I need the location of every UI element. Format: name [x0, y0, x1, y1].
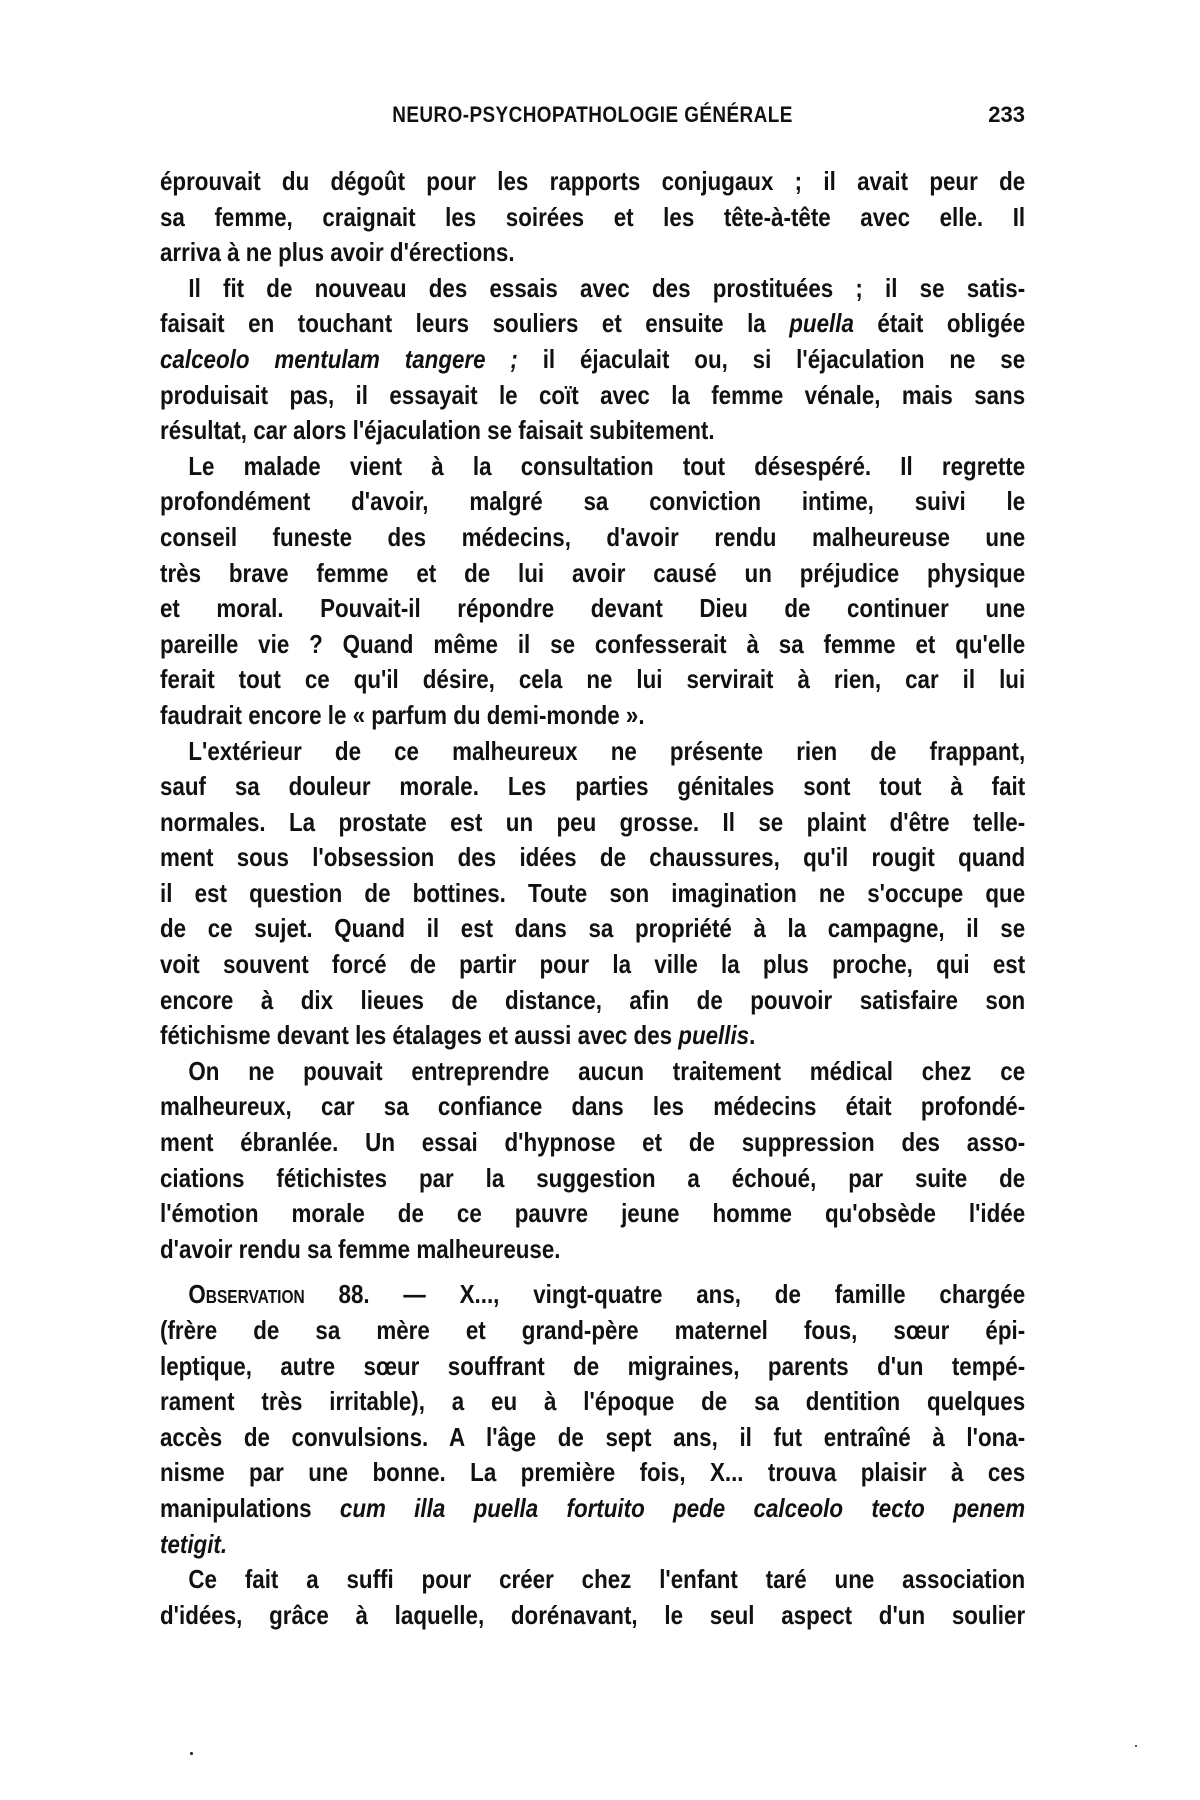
scan-speck	[1135, 1745, 1137, 1747]
text-line	[160, 662, 1025, 698]
text-segment: profondément d'avoir, malgré sa conviction intime, suivi le	[160, 486, 1026, 517]
text-segment: accès de convulsions. A l'âge de sept ans, il fut entraîné à l'ona-	[160, 1421, 1026, 1452]
text-line	[160, 947, 1025, 983]
text-segment: il éjaculait ou, si l'éjaculation ne se	[517, 343, 1026, 374]
italic-text: puella	[789, 308, 854, 339]
text-line	[160, 1384, 1025, 1420]
text-segment: malheureux, car sa confiance dans les médecins était profondé-	[160, 1091, 1026, 1122]
text-segment: était obligée	[853, 308, 1026, 339]
text-segment: leptique, autre sœur souffrant de migraines, parents d'un tempé-	[160, 1350, 1026, 1381]
text-line	[160, 840, 1025, 876]
text-line	[160, 235, 1025, 271]
italic-text: tetigit.	[160, 1528, 228, 1559]
text-line	[160, 1455, 1025, 1491]
text-line	[160, 1420, 1025, 1456]
text-segment: arriva à ne plus avoir d'érections.	[160, 237, 515, 268]
text-line	[160, 1277, 1025, 1313]
running-title: NEURO-PSYCHOPATHOLOGIE GÉNÉRALE	[392, 102, 793, 127]
text-line	[160, 1089, 1025, 1125]
text-segment: résultat, car alors l'éjaculation se faisait subitement.	[160, 415, 715, 446]
text-segment: et moral. Pouvait-il répondre devant Dieu de continuer une	[160, 593, 1026, 624]
text-line	[160, 911, 1025, 947]
italic-text: cum illa puella fortuito pede calceolo tecto penem	[339, 1492, 1026, 1523]
italic-text: calceolo mentulam tangere ;	[160, 343, 518, 374]
text-segment: encore à dix lieues de distance, afin de pouvoir satisfaire son	[160, 984, 1026, 1015]
text-line	[160, 627, 1025, 663]
text-segment: faudrait encore le « parfum du demi-monde ».	[160, 699, 645, 730]
text-segment: Le malade vient à la consultation tout désespéré. Il regrette	[188, 450, 1026, 481]
text-segment: l'émotion morale de ce pauvre jeune homme qu'obsède l'idée	[160, 1198, 1026, 1229]
text-line	[160, 271, 1025, 307]
text-line	[160, 1232, 1025, 1268]
text-segment: L'extérieur de ce malheureux ne présente rien de frappant,	[188, 735, 1026, 766]
text-line	[160, 1125, 1025, 1161]
text-segment: d'idées, grâce à laquelle, dorénavant, le seul aspect d'un soulier	[160, 1599, 1026, 1630]
text-segment: nisme par une bonne. La première fois, X... trouva plaisir à ces	[160, 1457, 1026, 1488]
text-line	[160, 734, 1025, 770]
text-segment: ferait tout ce qu'il désire, cela ne lui servirait à rien, car il lui	[160, 664, 1026, 695]
text-line	[160, 1527, 1025, 1563]
text-line	[160, 1196, 1025, 1232]
text-line	[160, 1598, 1025, 1634]
text-line	[160, 876, 1025, 912]
text-segment: sauf sa douleur morale. Les parties génitales sont tout à fait	[160, 771, 1026, 802]
text-segment: (frère de sa mère et grand-père maternel fous, sœur épi-	[160, 1315, 1026, 1345]
text-line	[160, 520, 1025, 556]
text-segment: ciations fétichistes par la suggestion a échoué, par suite de	[160, 1162, 1026, 1193]
text-segment: .	[749, 1020, 756, 1051]
text-segment: fétichisme devant les étalages et aussi avec des	[160, 1020, 679, 1051]
text-line	[160, 1562, 1025, 1598]
text-segment: ment sous l'obsession des idées de chaussures, qu'il rougit quand	[160, 842, 1026, 873]
text-line	[160, 805, 1025, 841]
text-line	[160, 1018, 1025, 1054]
text-line	[160, 164, 1025, 200]
text-line	[160, 342, 1025, 378]
text-segment: — X..., vingt-quatre ans, de famille chargée	[369, 1279, 1026, 1310]
text-segment: éprouvait du dégoût pour les rapports conjugaux ; il avait peur de	[160, 166, 1026, 196]
text-segment: normales. La prostate est un peu grosse. Il se plaint d'être telle-	[160, 806, 1026, 837]
text-segment: sa femme, craignait les soirées et les tête-à-tête avec elle. Il	[160, 201, 1026, 232]
text-line	[160, 378, 1025, 414]
text-segment: rament très irritable), a eu à l'époque de sa dentition quelques	[160, 1386, 1026, 1417]
text-segment: voit souvent forcé de partir pour la ville la plus proche, qui est	[160, 949, 1026, 980]
text-segment: faisait en touchant leurs souliers et ensuite la	[160, 308, 790, 339]
text-line	[160, 200, 1025, 236]
italic-text: puellis	[678, 1020, 750, 1051]
text-line	[160, 983, 1025, 1019]
text-segment: de ce sujet. Quand il est dans sa propriété à la campagne, il se	[160, 913, 1026, 944]
text-line	[160, 591, 1025, 627]
text-segment: On ne pouvait entreprendre aucun traitement médical chez ce	[188, 1055, 1026, 1086]
page-header	[160, 102, 1025, 134]
text-segment: ment ébranlée. Un essai d'hypnose et de suppression des asso-	[160, 1127, 1026, 1158]
text-line	[160, 698, 1025, 734]
text-line	[160, 1161, 1025, 1197]
text-segment: Ce fait a suffi pour créer chez l'enfant taré une association	[188, 1564, 1026, 1595]
text-line	[160, 413, 1025, 449]
page-number: 233	[988, 102, 1025, 127]
text-line	[160, 556, 1025, 592]
text-segment: d'avoir rendu sa femme malheureuse.	[160, 1233, 561, 1264]
text-segment: Il fit de nouveau des essais avec des prostituées ; il se satis-	[188, 272, 1026, 303]
text-line	[160, 1491, 1025, 1527]
text-line	[160, 1313, 1025, 1349]
body-text	[160, 164, 1025, 1633]
text-segment: produisait pas, il essayait le coït avec la femme vénale, mais sans	[160, 379, 1026, 410]
text-line	[160, 484, 1025, 520]
text-segment: très brave femme et de lui avoir causé un préjudice physique	[160, 557, 1026, 588]
text-line	[160, 1054, 1025, 1090]
text-line	[160, 769, 1025, 805]
observation-heading: Observation 88.	[188, 1279, 370, 1310]
text-segment: il est question de bottines. Toute son imagination ne s'occupe que	[160, 877, 1026, 908]
text-segment: manipulations	[160, 1492, 340, 1523]
scan-speck	[190, 1752, 193, 1755]
text-line	[160, 1349, 1025, 1385]
text-line	[160, 306, 1025, 342]
text-line	[160, 449, 1025, 485]
text-segment: conseil funeste des médecins, d'avoir rendu malheureuse une	[160, 521, 1026, 552]
text-segment: pareille vie ? Quand même il se confesserait à sa femme et qu'elle	[160, 628, 1026, 659]
